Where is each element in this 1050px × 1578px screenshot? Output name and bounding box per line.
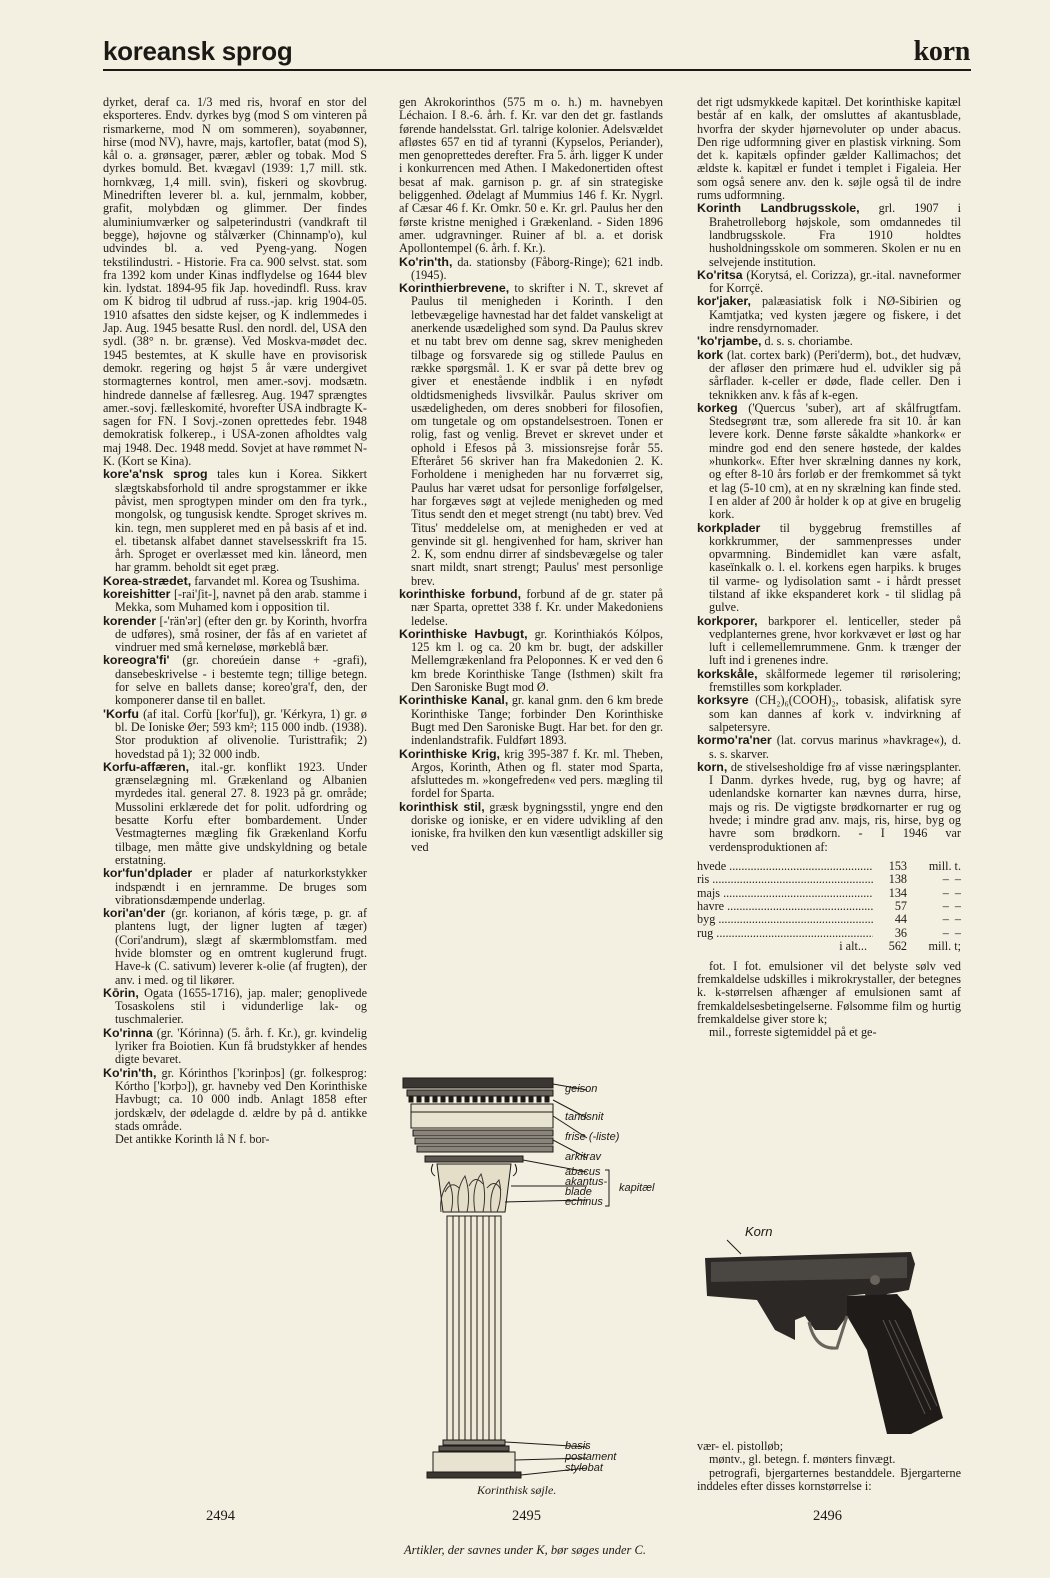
dictionary-entry	[697, 1453, 961, 1466]
dictionary-entry	[103, 468, 367, 574]
crop-name: byg .....	[697, 913, 873, 926]
total-value: 562	[888, 939, 907, 954]
dictionary-entry	[697, 269, 961, 296]
entry-text: (lat. corvus marinus »havkrage«), d. s. s. skarver.	[709, 733, 961, 761]
entry-text: barkporer el. lenticeller, steder på vedplanternes grene, hvor korkvævet er løst og har luft i cellemellemrummene. Gnm. k trænger der luft ind i grenenes indre.	[709, 613, 961, 668]
entry-text: to skrifter i N. T., skrevet af Paulus til menigheden i Korinth. I den letbevægelige havnestad har det faldet vanskeligt at anerkende usædelighed som synd. Da Paulus skrev et nu tabt brev om denne sag, skrev menigheden tilbage og forsvarede sig og stillede Paulus en række spørgsmål. 1. K er svar på dette brev og giver et enestående indblik i en nyfødt oldtidsmenigheds livsvilkår. Paulus skriver om usædeligheden, om deres snobberi for filosofien, om tungetale og om opstandelsestroen. Tonen er rolig, fast og venlig. Brevet er skrevet under et ophold i Efesos på 3. missionsrejse forår 55. Efteråret 56 skriver han fra Makedonien 2. K. Forholdene i menigheden har nu forværret sig, Paulus har været udsat for personlige forfølgelser, har forgæves søgt at vejlede menigheden og med Titus sendt den et meget strengt (nu tabt) brev. Ved Titus' meddelelse om, at menigheden er ved at genvinde sit gl. hengivenhed for ham, skriver han 2. K, som endnu dirrer af sindsbevægelse og taler snart mildt, snart strengt; Paulus' mest personlige brev.	[411, 281, 663, 588]
label-tandsnit: tandsnit	[565, 1111, 604, 1123]
dictionary-entry	[697, 1467, 961, 1494]
label-frise: frise (-liste)	[565, 1131, 620, 1143]
entry-text: gr. Korinthiakós Kólpos, 125 km l. og ca. 20 km br. bugt, der adskiller Mellemgrækenland fra Peloponnes. K er ved den 6 km brede Korinthiske Tange (Isthmen) skilt fra Den Saroniske Bugt mod Ø.	[411, 626, 663, 695]
crop-value: 36	[894, 925, 907, 940]
entry-headword: kor'jaker,	[697, 294, 751, 309]
running-head-left: koreansk sprog	[103, 36, 293, 66]
entry-headword: korn,	[697, 759, 728, 774]
crop-value: 153	[888, 858, 907, 873]
entry-text: (CH₂)₆(COOH)₂, tobasisk, alifatisk syre som kan dannes af kork v. indvirkning af salpetersyre.	[709, 693, 961, 734]
table-row	[697, 860, 961, 873]
dictionary-entry	[103, 1133, 367, 1146]
label-blade: blade	[565, 1186, 592, 1198]
entry-text: gen Akrokorinthos (575 m o. h.) m. havnebyen Léchaion. I 8.-6. årh. f. Kr. var den det gr. fastlands førende handelsstat. Grl. talrige kolonier. Adelsvældet afløstes 657 en tid af tyranni (Kypselos, Periander), men genoprettedes derefter. Fra 5. årh. ligger K under i konkurrencen med Athen. I Makedonertiden oftest besat af mak. garnison p. gr. af sin strategiske beliggenhed. Ødelagt af Mummius 146 f. Kr. Nygrl. af Cæsar 46 f. Kr. Omkr. 50 e. Kr. grl. Paulus her den første kristne menighed i Grækenland. - Siden 1896 amer. udgravninger. Ruiner af bl. a. et dorisk Apollontempel (6. årh. f. Kr.).	[399, 95, 663, 256]
entry-text: mil., forreste sigtemiddel på et ge-	[709, 1025, 877, 1040]
dictionary-entry	[399, 801, 663, 854]
dictionary-entry	[399, 282, 663, 588]
crop-name: rug .....	[697, 927, 873, 940]
entry-headword: kori'an'der	[103, 906, 166, 921]
entry-headword: Korfu-affæren,	[103, 759, 190, 774]
entry-text: skålformede legemer til rørisolering; fremstilles som korkplader.	[709, 666, 961, 695]
entry-headword: korkskåle,	[697, 666, 758, 681]
running-head-right: korn	[913, 36, 970, 67]
dictionary-entry	[697, 349, 961, 402]
entry-headword: Korea-strædet,	[103, 573, 192, 588]
entry-text: møntv., gl. betegn. f. mønters finvægt.	[709, 1452, 896, 1467]
dictionary-entry	[697, 1026, 961, 1039]
dictionary-entry	[697, 734, 961, 761]
dictionary-entry	[103, 1067, 367, 1133]
entry-text: petrografi, bjergarternes bestanddele. Bjergarterne inddeles efter disses kornstørrelse i:	[697, 1465, 961, 1493]
entry-headword: kor'fun'dplader	[103, 866, 193, 881]
dictionary-entry	[103, 575, 367, 588]
total-unit: mill. t;	[928, 939, 961, 954]
entry-headword: korender	[103, 613, 157, 628]
entry-text: (gr. choreúein danse + -grafi), dansebeskrivelse - i bestemte tegn; tillige betegn. for selve en ballets danse; koreo'gra'f, den, der komponerer danse til en ballet.	[115, 653, 367, 708]
dictionary-entry	[697, 295, 961, 335]
dictionary-entry	[103, 615, 367, 655]
dictionary-entry	[103, 987, 367, 1027]
entry-text: er plader af naturkorkstykker indspændt i en jernramme. De bruges som vibrationsdæmpende underlag.	[115, 866, 367, 907]
entry-text: til byggebrug fremstilles af korkkrummer, der sammenpresses under opvarmning. Bindemidlet kan være asfalt, kaseïnkalk o. l. el. korkens egen harpiks. k bruges til varme- og lydisolation samt - i hårdt presset tilstand af ikke ekspanderet kork - til slidlag på gulve.	[709, 520, 961, 615]
crop-name: ris .....	[697, 873, 873, 886]
entry-text: græsk bygningsstil, yngre end den doriske og ioniske, er en videre udvikling af den ioniske, fra hvilken den kun væsentligt adskiller sig ved	[411, 799, 664, 854]
dictionary-entry	[697, 761, 961, 854]
dictionary-entry	[103, 588, 367, 615]
entry-headword: Korinthiske Havbugt,	[399, 626, 528, 641]
entry-text: palæasiatisk folk i NØ-Sibirien og Kamtjatka; ved kysten jægere og fiskere, i det indre rensdyrnomader.	[709, 294, 961, 336]
entry-headword: Korinth Landbrugsskole,	[697, 201, 860, 216]
entry-text: da. stationsby (Fåborg-Ringe); 621 indb. (1945).	[411, 254, 663, 282]
dictionary-entry	[697, 96, 961, 202]
crop-unit: – –	[942, 872, 961, 887]
entry-headword: Kōrin,	[103, 985, 139, 1000]
crop-name: majs .....	[697, 887, 873, 900]
pistol-illustration	[697, 1230, 967, 1440]
entry-text: ital.-gr. konflikt 1923. Under grænselægning ml. Grækenland og Albanien myrdedes ital. general 27. 8. 1923 på gr. område; Mussolini erklærede det for polit. udfordring og besatte Korfu efter bombardement. Under Vestmagternes mægling fik Grækenland Korfu tilbage, men måtte give undskyldning og betale erstatning.	[115, 759, 367, 867]
column-3	[697, 96, 961, 1039]
dictionary-entry	[399, 96, 663, 256]
table-row	[697, 927, 961, 940]
entry-text: [-'rän'ər] (efter den gr. by Korinth, hvorfra de udføres), små rosiner, der fås af en varietet af vindruer med små kerneløse, mørkeblå bær.	[115, 613, 367, 655]
entry-headword: Korinthierbrevene,	[399, 281, 510, 296]
pistol-figure	[697, 1224, 967, 1440]
entry-text: forbund af de gr. stater på nær Sparta, oprettet 338 f. Kr. under Makedoniens ledelse.	[411, 586, 663, 628]
label-stylobat: stylobat	[565, 1462, 603, 1474]
table-row	[697, 913, 961, 926]
crop-value: 138	[888, 872, 907, 887]
page-number-right: 2496	[813, 1508, 842, 1524]
dictionary-entry	[103, 654, 367, 707]
entry-headword: kormo'ra'ner	[697, 733, 772, 748]
entry-text: d. s. s. choriambe.	[761, 334, 853, 349]
dictionary-entry	[103, 96, 367, 468]
entry-text: ('Quercus 'suber), art af skålfrugtfam. Stedsegrønt træ, som allerede fra sit 10. år kan levere kork. Denne første såkaldte »hankork« er mindre god end den senere høstede, der kaldes »hunkork«. Efter hver skrælning dannes ny kork, og efter 8-10 års forløb er der fremkommet så tykt et lag (5-10 cm), at en ny skrælning kan finde sted. I en alder af 200 år holder k op at give en brugelig kork.	[709, 400, 961, 522]
entry-text: (Korytsá, el. Corizza), gr.-ital. navneformer for Korrçë.	[709, 267, 961, 296]
header-rule	[103, 69, 971, 71]
entry-headword: 'ko'rjambe,	[697, 334, 762, 349]
dictionary-entry	[399, 694, 663, 747]
entry-text: gr. Kórinthos ['kɔrinþɔs] (gr. folkesprog: Kórtho ['kɔrþɔ]), gr. havneby ved Den Korinthiske Havbugt; ca. 10 000 indb. Anlagt 1858 efter jordskælv, der ødelagde d. ældre by på d. antikke stads område.	[115, 1065, 367, 1133]
crop-name: havre .....	[697, 900, 873, 913]
dictionary-entry	[103, 907, 367, 987]
entry-text: de stivelsesholdige frø af visse næringsplanter. I Danm. dyrkes hvede, rug, byg og havre; af udenlandske kornarter kan nævnes durra, hirse, majs og ris. De vigtigste brødkornarter er rug og hvede; i mindre grad anv. majs, ris, hirse, byg og havre som brødkorn. - I 1946 var verdensproduktionen af:	[709, 759, 961, 854]
dictionary-entry	[697, 1440, 961, 1453]
entry-text: grl. 1907 i Brahetrolleborg højskole, som omdannedes til landbrugsskole. Fra 1910 holdtes husholdningsskole om sommeren. Skolen er nu en selvejende institution.	[709, 201, 961, 269]
entry-headword: korkeg	[697, 400, 738, 415]
label-korn: Korn	[745, 1224, 773, 1239]
entry-text: fot. I fot. emulsioner vil det belyste sølv ved fremkaldelse udskilles i mikrokrystaller, der betegnes k. k-størrelsen afhænger af emulsionen samt af fremkaldelsesbetingelserne. Følsomme film og hurtig fremkaldelse giver store k;	[697, 958, 961, 1026]
dictionary-entry	[399, 628, 663, 694]
entry-text: Det antikke Korinth lå N f. bor-	[115, 1132, 270, 1147]
label-basis: basis	[565, 1440, 591, 1452]
dictionary-entry	[103, 708, 367, 761]
entry-headword: korinthiske forbund,	[399, 586, 522, 601]
entry-headword: Ko'rinna	[103, 1025, 153, 1040]
dictionary-entry	[103, 1027, 367, 1067]
footer-note: Artikler, der savnes under K, bør søges under C.	[404, 1543, 646, 1557]
column-2	[399, 96, 663, 854]
dictionary-entry	[697, 694, 961, 734]
corinthian-column-figure	[399, 1072, 663, 1502]
entry-text: farvandet ml. Korea og Tsushima.	[191, 573, 360, 588]
dictionary-entry	[399, 256, 663, 283]
entry-headword: korinthisk stil,	[399, 799, 485, 814]
dictionary-entry	[697, 335, 961, 348]
dictionary-entry	[103, 761, 367, 867]
dictionary-entry	[697, 402, 961, 522]
dictionary-entry	[697, 522, 961, 615]
label-arkitrav: arkitrav	[565, 1151, 602, 1163]
entry-text: vær- el. pistolløb;	[697, 1439, 784, 1453]
entry-text: krig 395-387 f. Kr. ml. Theben, Argos, Korinth, Athen og fl. stater mod Sparta, afsluttedes m. »kongefreden« ved pers. mægling til fordel for Sparta.	[411, 746, 663, 801]
dictionary-entry	[697, 960, 961, 1026]
page-number-middle: 2495	[512, 1508, 541, 1524]
entry-headword: kore'a'nsk sprog	[103, 467, 208, 482]
total-label: i alt...	[839, 939, 867, 954]
table-row	[697, 887, 961, 900]
crop-value: 44	[894, 912, 907, 927]
label-abacus: abacus	[565, 1166, 601, 1178]
production-table	[697, 860, 961, 954]
crop-unit: – –	[942, 912, 961, 927]
table-row	[697, 873, 961, 886]
dictionary-entry	[103, 867, 367, 907]
entry-headword: koreishitter	[103, 586, 171, 601]
entry-headword: korksyre	[697, 693, 749, 708]
entry-headword: Ko'rin'th,	[103, 1065, 157, 1080]
entry-text: (lat. cortex bark) (Peri'derm), bot., det hudvæv, der afløser den primære hud el. udvikler sig på sårflader. k-celler er døde, flade celler. Den i teknikken anv. k fås af k-egen.	[709, 347, 961, 402]
entry-text: (gr. 'Kórinna) (5. årh. f. Kr.), gr. kvindelig lyriker fra Boiotien. Kun få brudstykker af hendes digte bevaret.	[115, 1025, 367, 1067]
label-kapitael: kapitæl	[619, 1182, 655, 1194]
crop-name: hvede .....	[697, 860, 873, 873]
crop-unit: mill. t.	[928, 858, 961, 873]
dictionary-entry	[697, 668, 961, 695]
crop-value: 134	[888, 885, 907, 900]
entry-headword: 'Korfu	[103, 706, 139, 721]
entry-headword: korkporer,	[697, 613, 758, 628]
dictionary-entry	[399, 748, 663, 801]
entry-headword: koreogra'fi'	[103, 653, 170, 668]
crop-unit: – –	[942, 925, 961, 940]
entry-headword: Ko'rin'th,	[399, 254, 453, 269]
entry-headword: kork	[697, 347, 724, 362]
entry-headword: Korinthiske Krig,	[399, 746, 500, 761]
column-1	[103, 96, 367, 1146]
label-echinus: echinus	[565, 1196, 603, 1208]
crop-value: 57	[894, 899, 907, 914]
dictionary-entry	[399, 588, 663, 628]
entry-headword: korkplader	[697, 520, 761, 535]
entry-text: det rigt udsmykkede kapitæl. Det korinthiske kapitæl består af en kalk, der omsluttes af akantusblade, hvorfra der skyder hjørnevoluter op under abacus. Den rige udformning giver en plastisk virkning. Som det k. kapitæls opfinder gælder Kallimachos; det ældste k. kapitæl er fundet i templet i Figaleia. Her som også senere anv. den k. søjle også til de indre rums udformning.	[697, 95, 961, 203]
label-akantus: akantus-	[565, 1176, 608, 1188]
page-number-left: 2494	[206, 1508, 235, 1524]
dictionary-entry	[697, 202, 961, 268]
entry-text: (af ital. Corfù [kor'fu]), gr. 'Kérkyra, 1) gr. ø bl. De Ioniske Øer; 593 km²; 115 000 indb. (1938). Stor produktion af olivenolie. Turisttrafik; 2) hovedstad på 1); 32 000 indb.	[115, 706, 367, 761]
table-total-row	[697, 940, 961, 953]
entry-text: dyrket, deraf ca. 1/3 med ris, hvoraf en stor del eksporteres. Endv. dyrkes byg (mod S om vinteren på rismarkerne, mod N om sommeren), soyabønner, hirse (mod NV), havre, majs, kartofler, batat (mod S), kål o. a. grønsager, pærer, æbler og tobak. Mod S dyrkes bomuld. Bet. kvægavl (1939: 1,7 mill. stk. hornkvæg, 1,4 mill. svin), fiskeri og skovbrug. Minedriften leverer bl. a. kul, jernmalm, kobber, grafit, molybdæn og glimmer. Der findes aluminiumværker og salpeterindustri (vandkraft til begge), højovne og stålværker (Chinnamp'o), kul udvindes bl. a. ved Pyeng-yang. Nogen tekstilindustri. - Historie. Fra ca. 900 selvst. stat. som fra 1392 kom under Kinas indflydelse og 1644 blev kin. lydstat. 1894-95 fik Jap. hovedindfl. Russ. krav om K bidrog til udbrud af russ.-jap. krig 1904-05. 1910 afsattes den sidste kejser, og K indlemmedes i Jap. Aug. 1945 besatte Rusl. den nordl. del, USA den sydl. (38° n. br. grænse). Ved Moskva-mødet dec. 1945 bestemtes, at K skulle have en provisorisk demokr. regering og højst 5 år være undergivet stormagternes kontrol, men amer.-sovj. modsætn. hindrede dannelse af fællesreg. Aug. 1947 sprængtes amer.-sovj. fælleskomité, hvorefter USA indbragte K-sagen for FN. I Sovj.-zonen oprettedes febr. 1948 demokratisk folkerep., i USA-zonen afholdtes valg maj 1948. Dec. 1948 medd. Sovjet at have rømmet N-K. (Kort se Kina).	[103, 95, 368, 469]
label-postament: postament	[565, 1451, 617, 1463]
entry-headword: Ko'ritsa	[697, 267, 743, 282]
corinthian-column-illustration	[399, 1072, 663, 1502]
entry-text: gr. kanal gnm. den 6 km brede Korinthiske Tange; forbinder Den Korinthiske Bugt med Den Saroniske Bugt. Har bet. for den gr. indenlandstrafik. Fuldført 1893.	[411, 693, 663, 748]
entry-text: [-rai'ʃit-], navnet på den arab. stamme i Mekka, som Muhamed kom i opposition til.	[115, 586, 367, 615]
entry-text: tales kun i Korea. Sikkert slægtskabsforhold til andre sprogstammer er ikke påvist, men sprogtypen minder om den fra tyrk., mongolsk, og tungusisk kendte. Sproget skrives m. kin. tegn, men suppleret med en på basis af et ind. el. tibetansk alfabet dannet stavelsesskrift fra 15. årh. Sproget er overlæsset med kin. låneord, men har gramm. beholdt sit eget præg.	[115, 467, 368, 575]
entry-text: (gr. korianon, af kóris tæge, p. gr. af plantens lugt, der ligner lugten af tæger) (Cori'andrum), slægt af skærmblomstfam. med hvide blomster og en omtrent kuglerund frugt. Have-k (C. sativum) leverer k-olie (af frugten), der anv. i med. og til likører.	[115, 906, 367, 987]
entry-text: Ogata (1655-1716), jap. maler; genoplivede Tosaskolens stil i vidunderlige lak- og tuschmalerier.	[115, 985, 367, 1027]
figure-caption: Korinthisk søjle.	[477, 1483, 557, 1497]
column-3-after-figure	[697, 1440, 961, 1493]
crop-unit: – –	[942, 885, 961, 900]
table-row	[697, 900, 961, 913]
entry-headword: Korinthiske Kanal,	[399, 693, 509, 708]
label-geison: geison	[565, 1083, 598, 1095]
crop-unit: – –	[942, 899, 961, 914]
dictionary-entry	[697, 615, 961, 668]
